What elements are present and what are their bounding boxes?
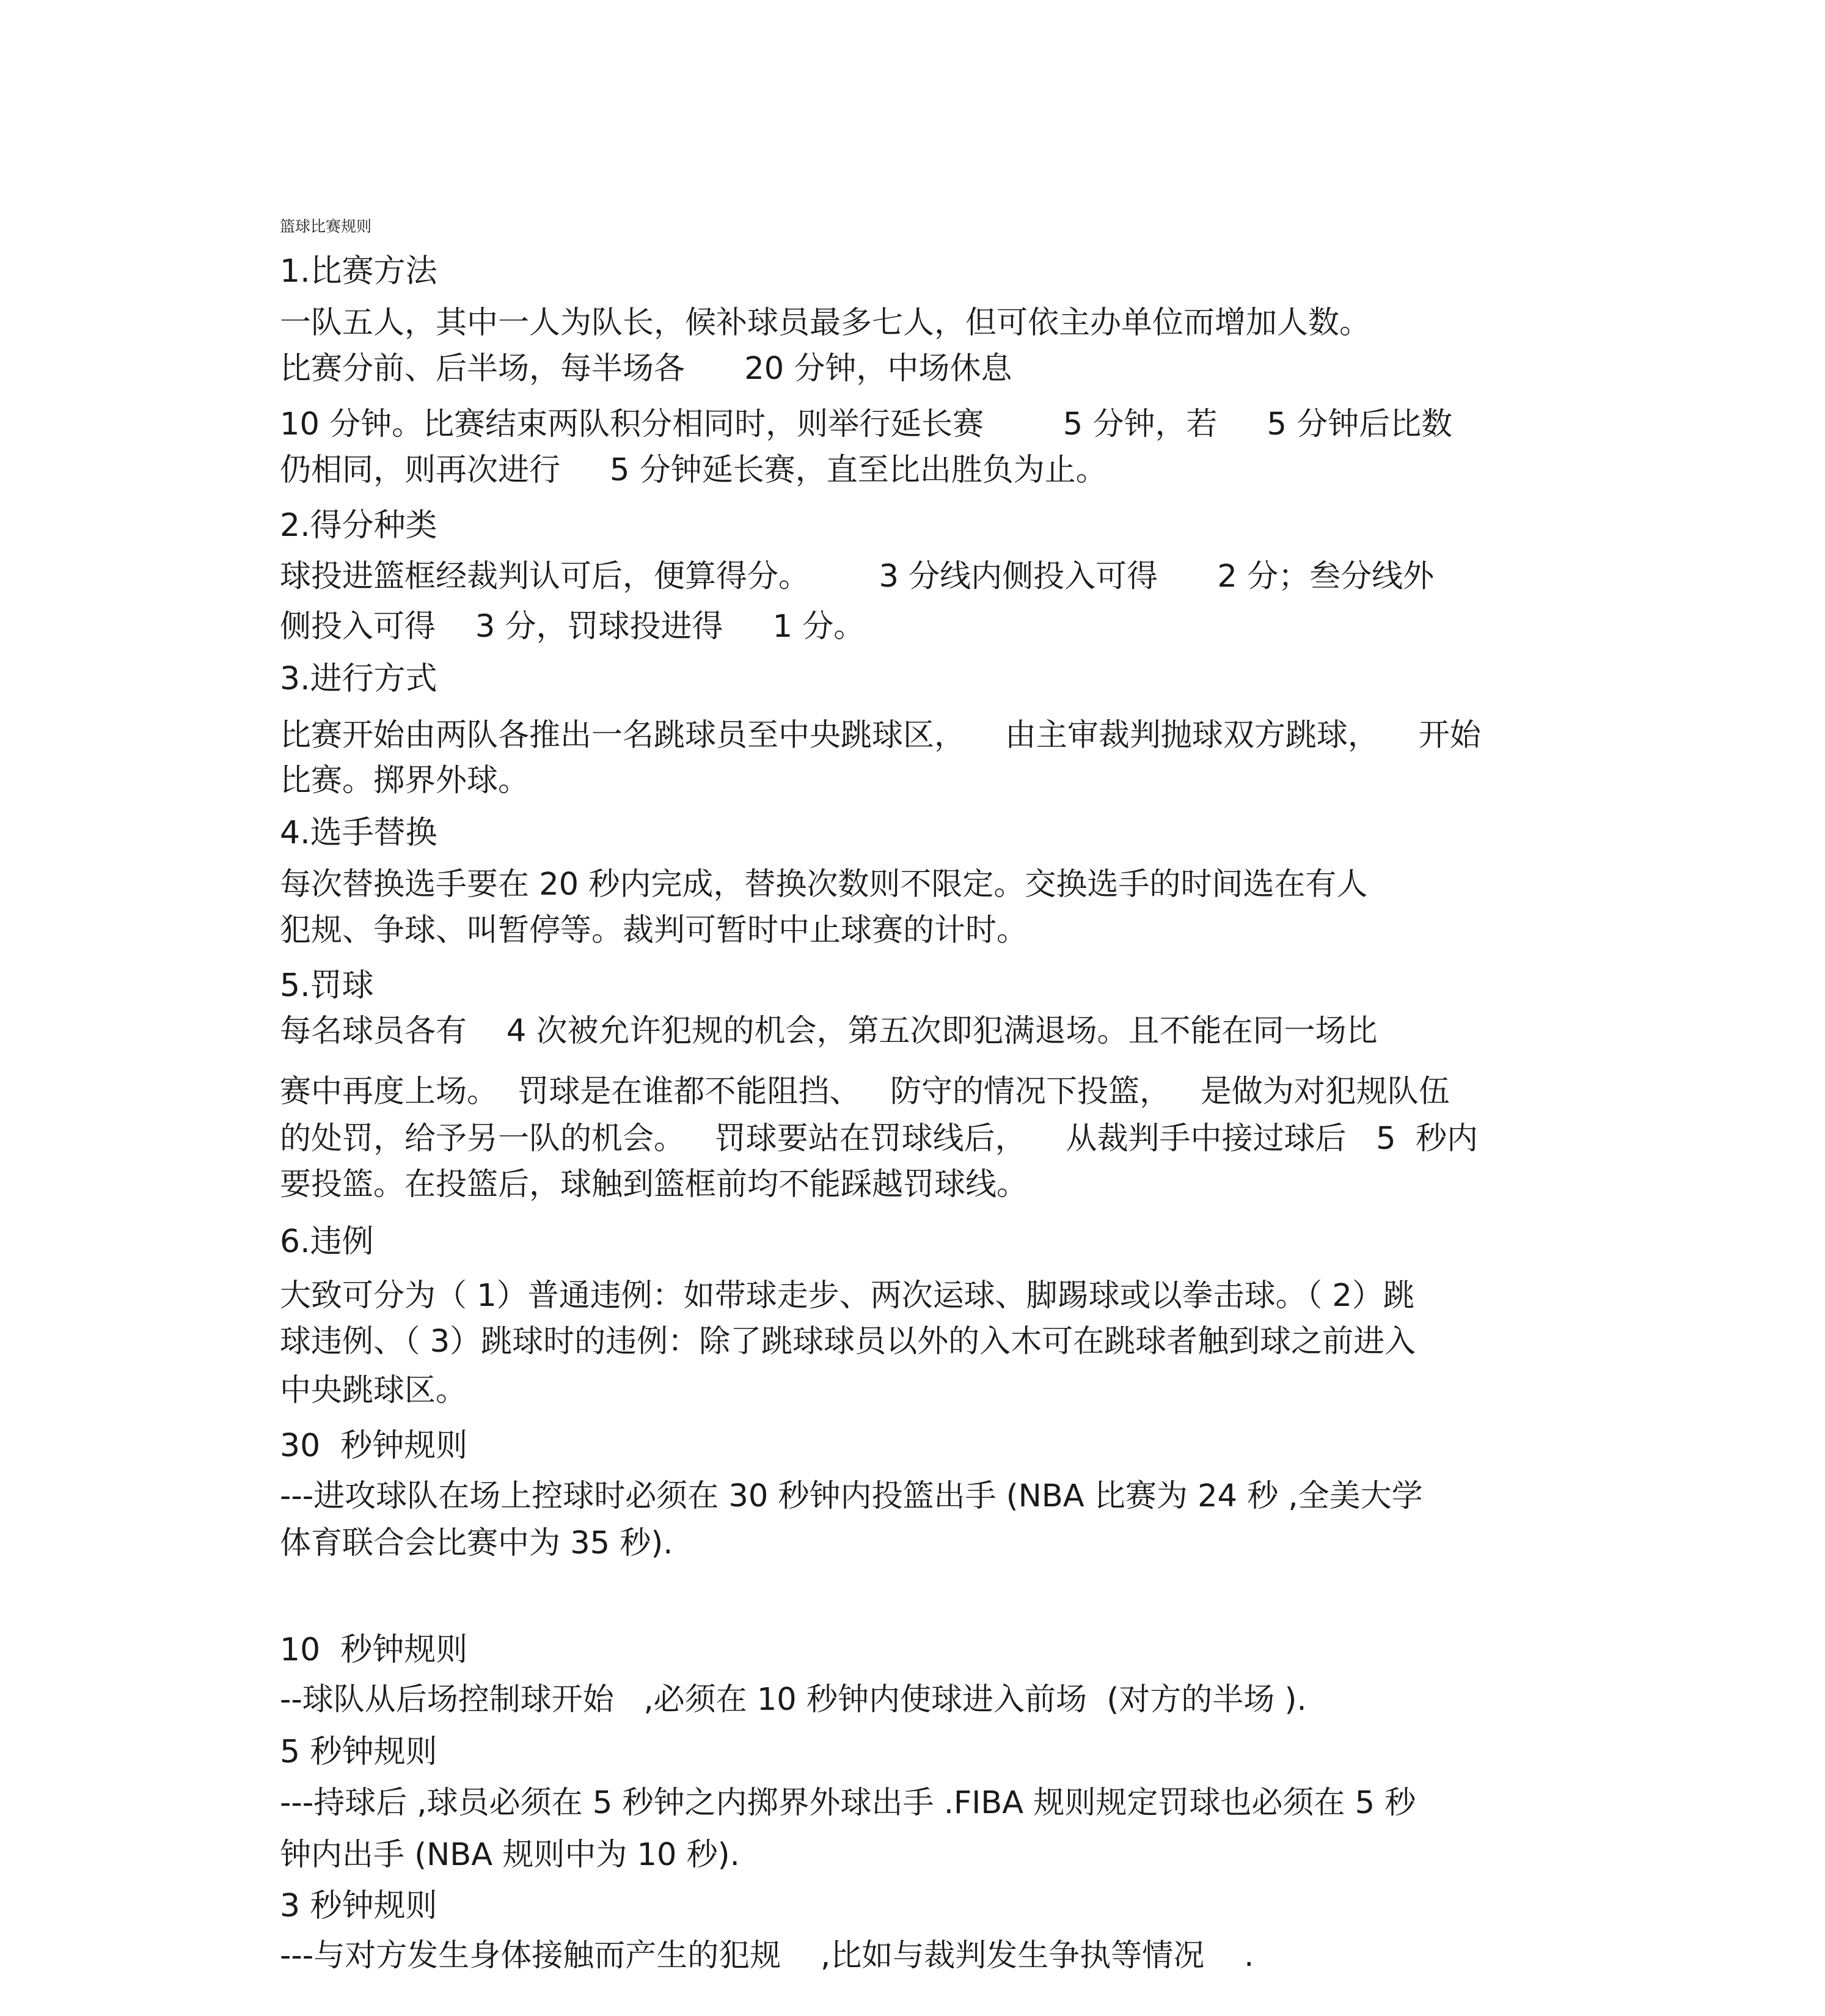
paragraph-line: ---进攻球队在场上控球时必须在 30 秒钟内投篮出手 (NBA 比赛为 24 秒 ,全美大学 <box>280 1478 1423 1514</box>
paragraph-line: 10 分钟。比赛结束两队积分相同时，则举行延长赛 5 分钟，若 5 分钟后比数 <box>280 406 1453 442</box>
section-heading: 5.罚球 <box>280 967 374 1004</box>
section-heading: 10 秒钟规则 <box>280 1632 468 1668</box>
paragraph-line: 仍相同，则再次进行 5 分钟延长赛，直至比出胜负为止。 <box>280 452 1107 488</box>
section-heading: 3 秒钟规则 <box>280 1888 437 1924</box>
paragraph-line: ---与对方发生身体接触而产生的犯规 ,比如与裁判发生争执等情况 . <box>280 1938 1254 1974</box>
paragraph-line: 赛中再度上场。 罚球是在谁都不能阻挡、 防守的情况下投篮， 是做为对犯规队伍 <box>280 1074 1450 1110</box>
paragraph-line: 侧投入可得 3 分，罚球投进得 1 分。 <box>280 609 865 645</box>
paragraph-line: 一队五人，其中一人为队长，候补球员最多七人，但可依主办单位而增加人数。 <box>280 305 1371 341</box>
paragraph-line: 大致可分为（ 1）普通违例：如带球走步、两次运球、脚踢球或以拳击球。（ 2）跳 <box>280 1278 1414 1314</box>
paragraph-line: 每次替换选手要在 20 秒内完成，替换次数则不限定。交换选手的时间选在有人 <box>280 867 1368 903</box>
paragraph-line: 每名球员各有 4 次被允许犯规的机会，第五次即犯满退场。且不能在同一场比 <box>280 1013 1378 1049</box>
section-heading: 3.进行方式 <box>280 661 437 697</box>
paragraph-line: ---持球后 ,球员必须在 5 秒钟之内掷界外球出手 .FIBA 规则规定罚球也必须在 5 秒 <box>280 1785 1416 1821</box>
section-heading: 1.比赛方法 <box>280 253 437 290</box>
paragraph-line: 球投进篮框经裁判认可后，便算得分。 3 分线内侧投入可得 2 分；叁分线外 <box>280 559 1435 595</box>
paragraph-line: 钟内出手 (NBA 规则中为 10 秒). <box>280 1837 740 1873</box>
paragraph-line: --球队从后场控制球开始 ,必须在 10 秒钟内使球进入前场 (对方的半场 ). <box>280 1682 1307 1718</box>
paragraph-line: 球违例、（ 3）跳球时的违例：除了跳球球员以外的入木可在跳球者触到球之前进入 <box>280 1324 1416 1360</box>
section-heading: 6.违例 <box>280 1223 374 1260</box>
paragraph-line: 比赛分前、后半场，每半场各 20 分钟，中场休息 <box>280 351 1012 387</box>
section-heading: 2.得分种类 <box>280 507 437 544</box>
paragraph-line: 犯规、争球、叫暂停等。裁判可暂时中止球赛的计时。 <box>280 912 1028 948</box>
paragraph-line: 的处罚，给予另一队的机会。 罚球要站在罚球线后， 从裁判手中接过球后 5 秒内 <box>280 1121 1478 1157</box>
section-heading: 30 秒钟规则 <box>280 1428 468 1464</box>
section-heading: 5 秒钟规则 <box>280 1734 437 1770</box>
section-heading: 4.选手替换 <box>280 815 437 851</box>
paragraph-line: 要投篮。在投篮后，球触到篮框前均不能踩越罚球线。 <box>280 1167 1028 1203</box>
document-title: 篮球比赛规则 <box>280 218 372 235</box>
paragraph-line: 中央跳球区。 <box>280 1373 467 1409</box>
paragraph-line: 体育联合会比赛中为 35 秒). <box>280 1525 673 1561</box>
paragraph-line: 比赛。掷界外球。 <box>280 763 530 799</box>
paragraph-line: 比赛开始由两队各推出一名跳球员至中央跳球区， 由主审裁判抛球双方跳球， 开始 <box>280 717 1481 753</box>
